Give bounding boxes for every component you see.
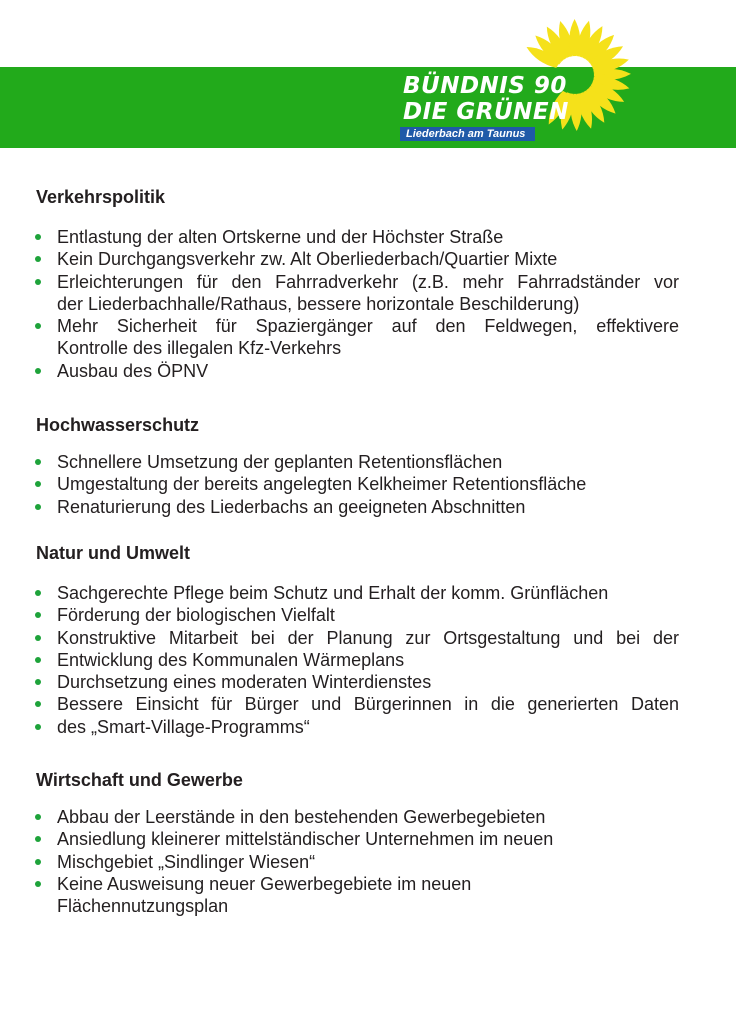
bullet-icon [35,481,41,487]
bullet-icon [35,635,41,641]
item-text: Mehr Sicherheit für Spaziergänger auf den Feldwegen, effektivere [57,316,679,337]
bullet-icon [35,859,41,865]
bullet-icon [35,256,41,262]
item-text: Ausbau des ÖPNV [57,360,209,381]
list-item [0,649,679,671]
list-item [0,627,679,649]
list-item [0,582,679,604]
bullet-icon [35,679,41,685]
section-title: Verkehrspolitik [36,187,166,207]
list-item [0,806,679,828]
bullet-icon [35,701,41,707]
item-text: Keine Ausweisung neuer Gewerbegebiete im neuen [57,873,472,894]
section-title: Hochwasserschutz [36,415,200,435]
bullet-icon [35,724,41,730]
item-text: Erleichterungen für den Fahrradverkehr (z.B. mehr Fahrradständer vor [57,271,679,292]
section-title: Wirtschaft und Gewerbe [36,770,243,790]
local-chapter-badge: Liederbach am Taunus [400,127,535,141]
list-item [0,828,679,850]
brand-name-line2: DIE GRÜNEN [403,99,569,125]
item-text-continued: Kontrolle des illegalen Kfz-Verkehrs [57,338,342,359]
bullet-icon [35,459,41,465]
bullet-icon [35,323,41,329]
bullet-list [0,806,736,917]
item-text: Kein Durchgangsverkehr zw. Alt Oberliederbach/Quartier Mixte [57,249,558,270]
bullet-icon [35,504,41,510]
item-text: Ansiedlung kleinerer mittelständischer Unternehmen im neuen [57,829,554,850]
bullet-icon [35,234,41,240]
brand-name-line1: BÜNDNIS 90 [403,73,567,99]
item-text: Schnellere Umsetzung der geplanten Retentionsflächen [57,452,503,472]
bullet-icon [35,590,41,596]
bullet-icon [35,612,41,618]
list-item [0,496,679,518]
list-item [0,716,679,738]
bullet-icon [35,368,41,374]
list-item [0,851,679,873]
bullet-list [0,582,736,738]
item-text-continued: Flächennutzungsplan [57,896,229,917]
item-text: Umgestaltung der bereits angelegten Kelkheimer Retentionsfläche [57,474,587,495]
bullet-icon [35,279,41,285]
item-text-continued: der Liederbachhalle/Rathaus, bessere horizontale Beschilderung) [57,293,580,314]
bullet-icon [35,814,41,820]
list-item [0,360,679,382]
list-item [0,271,679,316]
item-text: Entlastung der alten Ortskerne und der Höchster Straße [57,227,504,247]
list-item [0,604,679,626]
list-item [0,315,679,360]
list-item [0,873,679,918]
bullet-icon [35,881,41,887]
list-item [0,248,679,270]
list-item [0,693,679,715]
item-text: Mischgebiet „Sindlinger Wiesen“ [57,851,316,872]
list-item [0,473,679,495]
item-text: Entwicklung des Kommunalen Wärmeplans [57,649,405,670]
list-item [0,671,679,693]
section-title: Natur und Umwelt [36,543,191,563]
list-item [0,451,679,473]
bullet-list [0,451,736,518]
bullet-icon [35,657,41,663]
item-text: Renaturierung des Liederbachs an geeigneten Abschnitten [57,496,526,517]
item-text: Sachgerechte Pflege beim Schutz und Erhalt der komm. Grünflächen [57,583,609,603]
item-text: Abbau der Leerstände in den bestehenden Gewerbegebieten [57,807,546,827]
item-text: Konstruktive Mitarbeit bei der Planung zur Ortsgestaltung und bei der [57,627,679,648]
item-text: Bessere Einsicht für Bürger und Bürgerinnen in die generierten Daten [57,694,679,715]
item-text: Durchsetzung eines moderaten Winterdienstes [57,672,432,693]
party-logo [395,10,645,150]
bullet-icon [35,836,41,842]
item-text: Förderung der biologischen Vielfalt [57,605,335,626]
item-text: des „Smart-Village-Programms“ [57,716,310,737]
list-item [0,226,679,248]
bullet-list [0,226,736,382]
